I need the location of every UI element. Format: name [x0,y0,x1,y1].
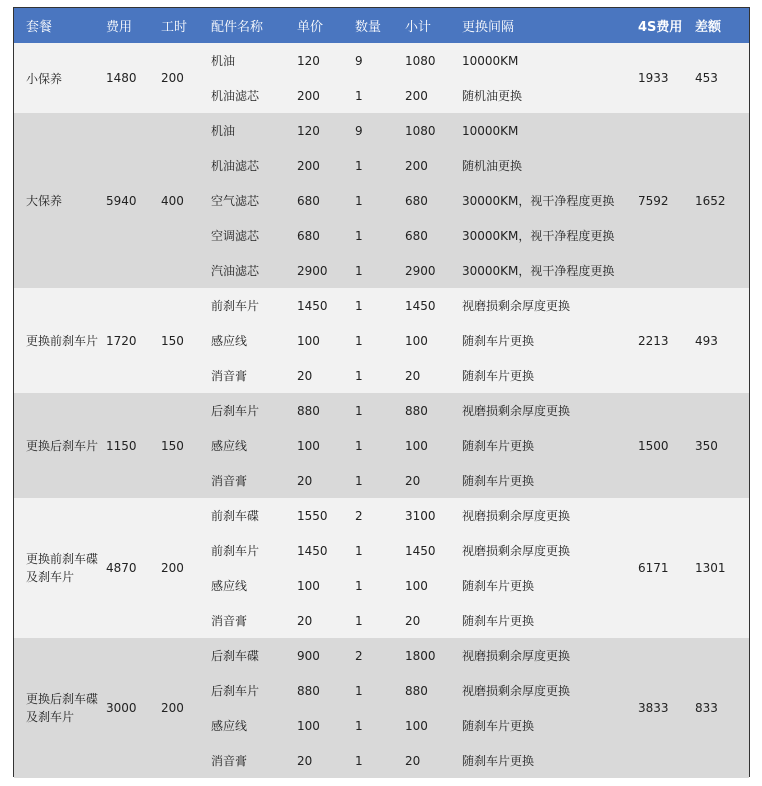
subtotal-cell: 1080 [405,113,462,148]
part-name-cell: 消音膏 [211,358,297,393]
interval-cell: 视磨损剩余厚度更换 [462,288,638,323]
unit-price-cell: 20 [297,743,355,778]
subtotal-cell: 3100 [405,498,462,533]
header-package: 套餐 [14,8,106,43]
header-labor: 工时 [161,8,211,43]
table-header-row [14,8,749,43]
unit-price-cell: 200 [297,148,355,183]
table-row [14,498,749,533]
4s-fee-cell: 3833 [638,638,695,778]
fee-cell: 5940 [106,113,161,288]
package-name-line: 更换后刹车碟 [26,692,99,706]
fee-cell: 3000 [106,638,161,778]
subtotal-cell: 680 [405,183,462,218]
unit-price-cell: 880 [297,393,355,428]
labor-cell: 200 [161,43,211,113]
quantity-cell: 1 [355,533,405,568]
subtotal-cell: 2900 [405,253,462,288]
unit-price-cell: 1450 [297,533,355,568]
package-cell: 小保养 [14,43,106,113]
interval-cell: 随刹车片更换 [462,323,638,358]
interval-cell: 10000KM [462,43,638,78]
header-part-name: 配件名称 [211,8,297,43]
difference-cell: 1652 [695,113,749,288]
fee-cell: 1480 [106,43,161,113]
4s-fee-cell: 2213 [638,288,695,393]
subtotal-cell: 880 [405,673,462,708]
subtotal-cell: 200 [405,78,462,113]
subtotal-cell: 20 [405,603,462,638]
4s-fee-cell: 1500 [638,393,695,498]
unit-price-cell: 100 [297,568,355,603]
interval-cell: 30000KM，视干净程度更换 [462,218,638,253]
part-name-cell: 空调滤芯 [211,218,297,253]
subtotal-cell: 20 [405,358,462,393]
package-name-line: 及刹车片 [26,710,75,724]
part-name-cell: 感应线 [211,428,297,463]
unit-price-cell: 680 [297,183,355,218]
fee-cell: 1720 [106,288,161,393]
labor-cell: 150 [161,288,211,393]
unit-price-cell: 20 [297,463,355,498]
quantity-cell: 1 [355,253,405,288]
part-name-cell: 机油滤芯 [211,78,297,113]
interval-cell: 随刹车片更换 [462,358,638,393]
difference-cell: 453 [695,43,749,113]
subtotal-cell: 20 [405,743,462,778]
quantity-cell: 1 [355,393,405,428]
subtotal-cell: 100 [405,708,462,743]
part-name-cell: 前刹车片 [211,533,297,568]
package-name-line: 更换前刹车碟 [26,552,99,566]
4s-fee-cell: 6171 [638,498,695,638]
interval-cell: 随刹车片更换 [462,568,638,603]
4s-fee-cell: 7592 [638,113,695,288]
package-cell: 更换前刹车片 [14,288,106,393]
part-name-cell: 消音膏 [211,463,297,498]
part-name-cell: 后刹车片 [211,673,297,708]
subtotal-cell: 100 [405,323,462,358]
subtotal-cell: 1450 [405,288,462,323]
labor-cell: 400 [161,113,211,288]
interval-cell: 随刹车片更换 [462,743,638,778]
quantity-cell: 1 [355,673,405,708]
header-fee: 费用 [106,8,161,43]
quantity-cell: 1 [355,428,405,463]
part-name-cell: 前刹车片 [211,288,297,323]
table-body [14,43,749,778]
labor-cell: 200 [161,638,211,778]
header-quantity: 数量 [355,8,405,43]
interval-cell: 10000KM [462,113,638,148]
part-name-cell: 后刹车片 [211,393,297,428]
subtotal-cell: 100 [405,568,462,603]
quantity-cell: 1 [355,78,405,113]
interval-cell: 随机油更换 [462,148,638,183]
table-row [14,43,749,78]
quantity-cell: 1 [355,708,405,743]
difference-cell: 833 [695,638,749,778]
interval-cell: 随机油更换 [462,78,638,113]
subtotal-cell: 200 [405,148,462,183]
unit-price-cell: 120 [297,113,355,148]
interval-cell: 视磨损剩余厚度更换 [462,673,638,708]
difference-cell: 1301 [695,498,749,638]
subtotal-cell: 1450 [405,533,462,568]
subtotal-cell: 100 [405,428,462,463]
maintenance-price-table [14,8,749,778]
quantity-cell: 1 [355,183,405,218]
unit-price-cell: 20 [297,358,355,393]
unit-price-cell: 900 [297,638,355,673]
header-difference: 差额 [695,8,749,43]
package-name-line: 及刹车片 [26,570,75,584]
subtotal-cell: 680 [405,218,462,253]
package-cell: 更换后刹车片 [14,393,106,498]
difference-cell: 493 [695,288,749,393]
subtotal-cell: 20 [405,463,462,498]
quantity-cell: 1 [355,358,405,393]
part-name-cell: 机油 [211,113,297,148]
quantity-cell: 1 [355,218,405,253]
quantity-cell: 1 [355,463,405,498]
quantity-cell: 1 [355,288,405,323]
part-name-cell: 消音膏 [211,743,297,778]
interval-cell: 随刹车片更换 [462,463,638,498]
unit-price-cell: 120 [297,43,355,78]
table-row [14,113,749,148]
labor-cell: 150 [161,393,211,498]
interval-cell: 视磨损剩余厚度更换 [462,498,638,533]
part-name-cell: 前刹车碟 [211,498,297,533]
interval-cell: 30000KM，视干净程度更换 [462,183,638,218]
part-name-cell: 消音膏 [211,603,297,638]
interval-cell: 随刹车片更换 [462,603,638,638]
interval-cell: 视磨损剩余厚度更换 [462,393,638,428]
unit-price-cell: 100 [297,428,355,463]
labor-cell: 200 [161,498,211,638]
package-cell: 大保养 [14,113,106,288]
quantity-cell: 2 [355,498,405,533]
maintenance-price-table-frame [13,7,750,777]
quantity-cell: 1 [355,568,405,603]
unit-price-cell: 1550 [297,498,355,533]
unit-price-cell: 20 [297,603,355,638]
interval-cell: 视磨损剩余厚度更换 [462,533,638,568]
4s-fee-cell: 1933 [638,43,695,113]
quantity-cell: 1 [355,743,405,778]
table-row [14,393,749,428]
quantity-cell: 9 [355,43,405,78]
unit-price-cell: 100 [297,323,355,358]
fee-cell: 1150 [106,393,161,498]
quantity-cell: 1 [355,323,405,358]
fee-cell: 4870 [106,498,161,638]
unit-price-cell: 680 [297,218,355,253]
interval-cell: 30000KM，视干净程度更换 [462,253,638,288]
subtotal-cell: 1080 [405,43,462,78]
quantity-cell: 9 [355,113,405,148]
part-name-cell: 感应线 [211,708,297,743]
interval-cell: 随刹车片更换 [462,428,638,463]
subtotal-cell: 1800 [405,638,462,673]
quantity-cell: 1 [355,603,405,638]
part-name-cell: 感应线 [211,568,297,603]
table-row [14,288,749,323]
package-cell [14,498,106,638]
unit-price-cell: 200 [297,78,355,113]
header-4s-fee: 4S费用 [638,8,695,43]
difference-cell: 350 [695,393,749,498]
unit-price-cell: 1450 [297,288,355,323]
part-name-cell: 汽油滤芯 [211,253,297,288]
part-name-cell: 机油 [211,43,297,78]
unit-price-cell: 2900 [297,253,355,288]
table-row [14,638,749,673]
header-subtotal: 小计 [405,8,462,43]
package-cell [14,638,106,778]
header-unit-price: 单价 [297,8,355,43]
header-interval: 更换间隔 [462,8,638,43]
quantity-cell: 2 [355,638,405,673]
unit-price-cell: 100 [297,708,355,743]
part-name-cell: 后刹车碟 [211,638,297,673]
part-name-cell: 空气滤芯 [211,183,297,218]
quantity-cell: 1 [355,148,405,183]
subtotal-cell: 880 [405,393,462,428]
interval-cell: 随刹车片更换 [462,708,638,743]
interval-cell: 视磨损剩余厚度更换 [462,638,638,673]
part-name-cell: 感应线 [211,323,297,358]
part-name-cell: 机油滤芯 [211,148,297,183]
unit-price-cell: 880 [297,673,355,708]
